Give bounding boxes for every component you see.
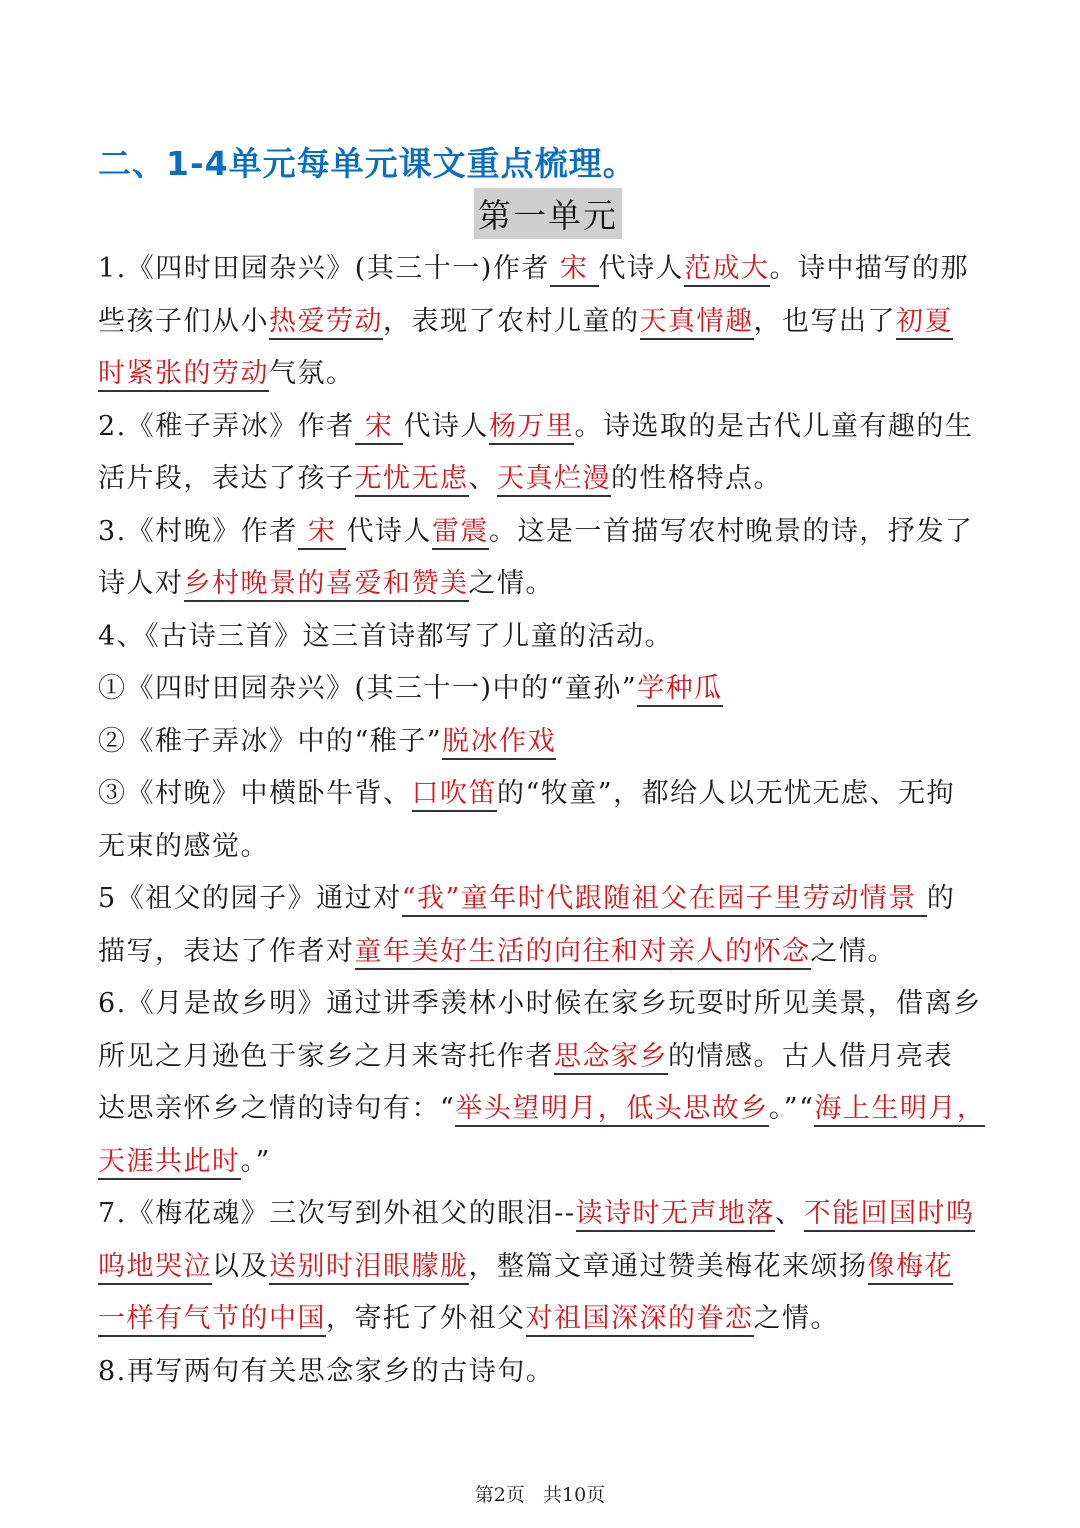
text-segment: 之情。 [753,1303,839,1334]
answer-text: 口吹笛 [412,778,498,812]
answer-text: 不能回国时呜 [804,1198,975,1232]
answer-text: 脱冰作戏 [442,726,556,760]
answer-text: 初夏 [896,306,953,340]
text-segment: 6.《月是故乡明》通过讲季羡林小时候在家乡玩耍时所见美景，借离乡 [98,988,982,1019]
text-segment: 以及 [212,1250,269,1282]
text-segment: 4、《古诗三首》这三首诗都写了儿童的活动。 [98,620,674,652]
text-line [98,926,988,979]
text-segment: ，寄托了外祖父 [326,1303,526,1334]
answer-text: 思念家乡 [554,1041,668,1075]
answer-text: 宋 [298,516,347,550]
text-segment: 1.《四时田园杂兴》(其三十一)作者 [98,253,550,284]
answer-text: 读诗时无声地落 [576,1198,776,1232]
text-segment: 之情。 [810,935,896,967]
text-line [98,558,988,611]
answer-text: 一样有气节的中国 [98,1303,326,1337]
text-segment: 代诗人 [598,253,684,284]
text-segment: 些孩子们从小 [98,305,269,337]
text-segment: ，也写出了 [753,305,896,337]
text-segment: ，整篇文章通过赞美梅花来颂扬 [468,1250,868,1282]
answer-text: 无忧无虑 [355,463,469,497]
text-line [98,716,988,769]
text-line [98,1083,988,1136]
text-segment: 。诗中描写的那 [769,253,969,284]
text-segment: 的 [926,883,956,914]
text-line [98,1136,988,1189]
answer-text: 宋 [355,411,404,445]
text-segment: 达思亲怀乡之情的诗句有：“ [98,1093,456,1124]
text-segment: 描写，表达了作者对 [98,935,355,967]
text-line [98,296,988,349]
unit-title: 第一单元 [474,188,622,239]
answer-text: 范成大 [684,253,770,287]
answer-text: 天真烂漫 [497,463,611,497]
answer-text: 对祖国深深的眷恋 [526,1303,754,1337]
text-segment: ③《村晚》中横卧牛背、 [98,778,412,809]
text-segment: 所见之月逊色于家乡之月来寄托作者 [98,1040,554,1072]
section-heading: 二、1-4单元每单元课文重点梳理。 [98,144,637,183]
text-line [98,1346,988,1399]
text-segment: 的性格特点。 [611,463,782,494]
answer-text: “我”童年时代跟随祖父在园子里劳动情景 [402,883,927,917]
answer-text: 宋 [550,253,599,287]
text-line [98,453,988,506]
answer-text: 送别时泪眼朦胧 [269,1251,469,1285]
answer-text: 像梅花 [868,1251,954,1285]
answer-text: 天真情趣 [640,306,754,340]
text-line [98,611,988,664]
text-segment: 之情。 [468,568,554,599]
page-footer: 第2页 共10页 [474,1484,606,1506]
text-segment: ②《稚子弄冰》中的“稚子” [98,725,443,757]
answer-text: 海上生明月， [814,1093,985,1127]
text-segment: 。” [240,1145,271,1177]
text-line [98,1293,988,1346]
answer-text: 学种瓜 [637,673,723,707]
text-segment: 。”“ [768,1093,815,1124]
answer-text: 杨万里 [489,411,575,445]
answer-text: 时紧张的劳动 [98,358,269,392]
text-segment: 、 [468,463,497,494]
text-segment: ①《四时田园杂兴》(其三十一)中的“童孙” [98,673,638,704]
text-segment: 的“牧童”，都给人以无忧无虑、无拘 [497,778,956,809]
answer-text: 雷震 [432,516,489,550]
text-segment: 代诗人 [346,515,432,547]
text-line [98,1188,988,1241]
text-segment: 。诗选取的是古代儿童有趣的生 [574,410,974,442]
text-segment: 8.再写两句有关思念家乡的古诗句。 [98,1355,555,1387]
text-segment: 气氛。 [269,358,355,389]
answer-text: 呜地哭泣 [98,1251,212,1285]
text-segment: ，表现了农村儿童的 [383,305,640,337]
text-segment: 无束的感觉。 [98,830,269,862]
text-segment: 3.《村晚》作者 [98,515,298,547]
text-line [98,1031,988,1084]
text-line [98,506,988,559]
answer-text: 乡村晚景的喜爱和赞美 [184,568,469,602]
text-segment: 5《祖父的园子》通过对 [98,883,402,914]
text-segment: 2.《稚子弄冰》作者 [98,410,355,442]
text-segment: 活片段，表达了孩子 [98,463,355,494]
text-segment: 代诗人 [403,410,489,442]
answer-text: 举头望明月，低头思故乡 [455,1093,769,1127]
text-line [98,821,988,874]
text-line [98,873,988,926]
text-segment: 、 [775,1198,804,1229]
text-line [98,768,988,821]
text-line [98,1241,988,1294]
text-segment: 。这是一首描写农村晚景的诗，抒发了 [488,515,974,547]
text-line [98,663,988,716]
answer-text: 童年美好生活的向往和对亲人的怀念 [355,936,811,970]
text-segment: 的情感。古人借月亮表 [668,1040,953,1072]
answer-text: 天涯共此时 [98,1146,241,1180]
body-text [98,243,988,1398]
text-line [98,978,988,1031]
text-line [98,348,988,401]
answer-text: 热爱劳动 [269,306,383,340]
text-line [98,243,988,296]
text-line [98,401,988,454]
text-segment: 诗人对 [98,568,184,599]
text-segment: 7.《梅花魂》三次写到外祖父的眼泪-- [98,1198,576,1229]
